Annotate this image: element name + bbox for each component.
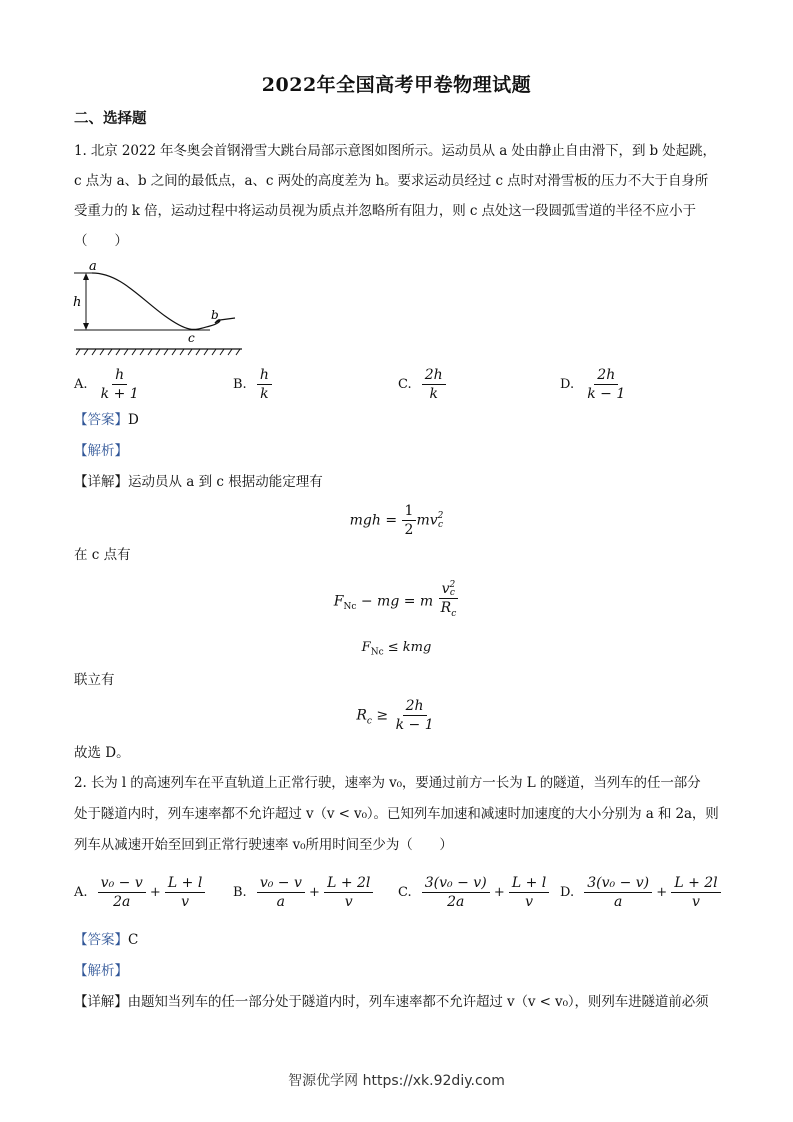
fraction-num	[439, 580, 459, 599]
q1-option-c	[398, 366, 446, 403]
eq-sub: Nc	[343, 602, 357, 613]
option-letter: A.	[74, 885, 88, 900]
option-fraction	[98, 874, 146, 911]
figure-label-h: h	[73, 295, 82, 310]
figure-label-c: c	[188, 331, 195, 345]
option-fraction	[257, 366, 272, 403]
fraction-num: L + l	[165, 874, 205, 893]
fraction-num: v₀ − v	[257, 874, 305, 893]
q1-analysis	[74, 436, 724, 467]
equation-force	[0, 580, 793, 623]
q2-option-a	[74, 874, 205, 911]
detail-text: 运动员从 a 到 c 根据动能定理有	[128, 474, 323, 490]
eq-fraction	[438, 580, 460, 623]
eq-text: ≥	[371, 707, 393, 724]
fraction-den: 2	[404, 522, 414, 538]
q1-line1: 1. 北京 2022 年冬奥会首钢滑雪大跳台局部示意图如图所示。运动员从 a 处由静止自由滑下，到 b 处起跳，	[74, 143, 716, 159]
fraction-den: k	[260, 386, 269, 402]
fraction-den: a	[276, 894, 286, 910]
eq-sub: c	[437, 519, 444, 530]
q1-line2: c 点为 a、b 之间的最低点，a、c 两处的高度差为 h。要求运动员经过 c 点时对滑雪板的压力不大于自身所	[74, 173, 709, 189]
q1-option-d	[560, 366, 628, 403]
option-fraction	[98, 366, 142, 403]
option-fraction	[422, 874, 490, 911]
fraction-num: L + 2l	[671, 874, 720, 893]
q2-answer	[74, 925, 724, 956]
eq-text: mv	[416, 512, 438, 529]
eq-text: F	[333, 593, 344, 610]
figure-label-a: a	[89, 259, 97, 274]
q1-paren: （ ）	[74, 233, 128, 249]
option-fraction	[584, 366, 628, 403]
q2-line1: 2. 长为 l 的高速列车在平直轨道上正常行驶，速率为 v₀，要通过前方一长为 L 的隧道，当列车的任一部分	[74, 775, 701, 791]
fraction-den: k + 1	[100, 386, 139, 402]
equation-constraint	[0, 640, 793, 658]
fraction-den: k − 1	[395, 717, 434, 733]
eq-text: v	[441, 581, 450, 597]
fraction-num: 1	[402, 502, 417, 521]
fraction-den: k − 1	[587, 386, 626, 402]
option-fraction	[165, 874, 205, 911]
fraction-num: 3(v₀ − v)	[422, 874, 490, 893]
analysis-label: 【解析】	[74, 963, 128, 979]
option-fraction	[324, 874, 373, 911]
fraction-den: v	[692, 894, 700, 910]
q1-conclusion: 故选 D。	[74, 745, 130, 761]
eq-sub: c	[451, 608, 457, 619]
option-fraction	[509, 874, 549, 911]
q2-option-d	[560, 874, 721, 911]
fraction-den	[438, 599, 460, 623]
eq-sup: 2	[449, 580, 456, 590]
q2-line2: 处于隧道内时，列车速率都不允许超过 v（v < v₀）。已知列车加速和减速时加速度的大小分别为 a 和 2a，则	[74, 806, 719, 822]
answer-label: 【答案】	[74, 932, 128, 948]
fraction-num: 2h	[422, 366, 446, 385]
option-letter: B.	[233, 377, 247, 392]
option-fraction	[257, 874, 305, 911]
fraction-den: 2a	[447, 894, 465, 910]
analysis-label: 【解析】	[74, 443, 128, 459]
detail-text: 由题知当列车的任一部分处于隧道内时，列车速率都不允许超过 v（v < v₀），则列车进隧道前必须	[127, 994, 709, 1010]
eq-text: mgh =	[349, 512, 398, 529]
option-letter: D.	[560, 885, 575, 900]
option-letter: C.	[398, 377, 412, 392]
eq-sub: c	[449, 588, 455, 598]
q2-line3: 列车从减速开始至回到正常行驶速率 v₀所用时间至少为（ ）	[74, 837, 453, 853]
fraction-num: h	[112, 366, 127, 385]
fraction-num: v₀ − v	[98, 874, 146, 893]
eq-text: R	[440, 600, 452, 616]
q2-option-c	[398, 874, 549, 911]
plus-sign: +	[149, 885, 161, 900]
q1-at-c: 在 c 点有	[74, 547, 131, 563]
option-fraction	[671, 874, 720, 911]
option-letter: C.	[398, 885, 412, 900]
fraction-num: 2h	[594, 366, 618, 385]
fraction-num: 3(v₀ − v)	[584, 874, 652, 893]
page-title: 2022年全国高考甲卷物理试题	[261, 74, 532, 96]
fraction-den: v	[181, 894, 190, 910]
eq-fraction	[393, 697, 437, 734]
q1-option-a	[74, 366, 142, 403]
eq-text: R	[356, 707, 367, 724]
eq-text: F	[361, 640, 371, 655]
fraction-num: h	[257, 366, 272, 385]
plus-sign: +	[309, 885, 320, 900]
answer-value: D	[128, 412, 139, 428]
fraction-den: a	[614, 894, 623, 910]
q2-detail	[74, 987, 724, 1018]
figure-label-b: b	[211, 308, 219, 322]
answer-label: 【答案】	[74, 412, 128, 428]
equation-result	[0, 697, 793, 734]
eq-text: − mg = m	[356, 593, 434, 610]
ski-slope-figure	[70, 258, 250, 358]
q1-line3: 受重力的 k 倍，运动过程中将运动员视为质点并忽略所有阻力，则 c 点处这一段圆弧雪道的半径不应小于	[74, 203, 696, 219]
eq-sub: Nc	[370, 647, 384, 658]
detail-label: 【详解】	[74, 994, 128, 1010]
fraction-num: L + 2l	[324, 874, 373, 893]
eq-sup: 2	[437, 510, 444, 521]
q1-combine: 联立有	[74, 672, 115, 688]
fraction-num: 2h	[403, 697, 427, 716]
option-fraction	[422, 366, 446, 403]
eq-sub: c	[366, 716, 372, 727]
option-fraction	[584, 874, 652, 911]
fraction-den: 2a	[113, 894, 131, 910]
q1-answer	[74, 405, 724, 436]
eq-fraction	[402, 502, 417, 539]
fraction-den: v	[525, 894, 534, 910]
section-heading: 二、选择题	[74, 110, 147, 127]
option-letter: B.	[233, 885, 247, 900]
option-letter: D.	[560, 377, 575, 392]
q2-analysis	[74, 956, 724, 987]
fraction-den: k	[429, 386, 438, 402]
option-letter: A.	[74, 377, 88, 392]
detail-label: 【详解】	[74, 474, 128, 490]
plus-sign: +	[656, 885, 668, 900]
q1-option-b	[233, 366, 272, 403]
footer-watermark: 智源优学网 https://xk.92diy.com	[288, 1073, 505, 1089]
q2-option-b	[233, 874, 373, 911]
fraction-den: v	[344, 894, 353, 910]
answer-value: C	[128, 932, 139, 948]
fraction-num: L + l	[509, 874, 549, 893]
equation-energy	[0, 502, 793, 539]
plus-sign: +	[493, 885, 505, 900]
q1-detail	[74, 467, 724, 498]
eq-text: ≤ kmg	[383, 640, 432, 655]
